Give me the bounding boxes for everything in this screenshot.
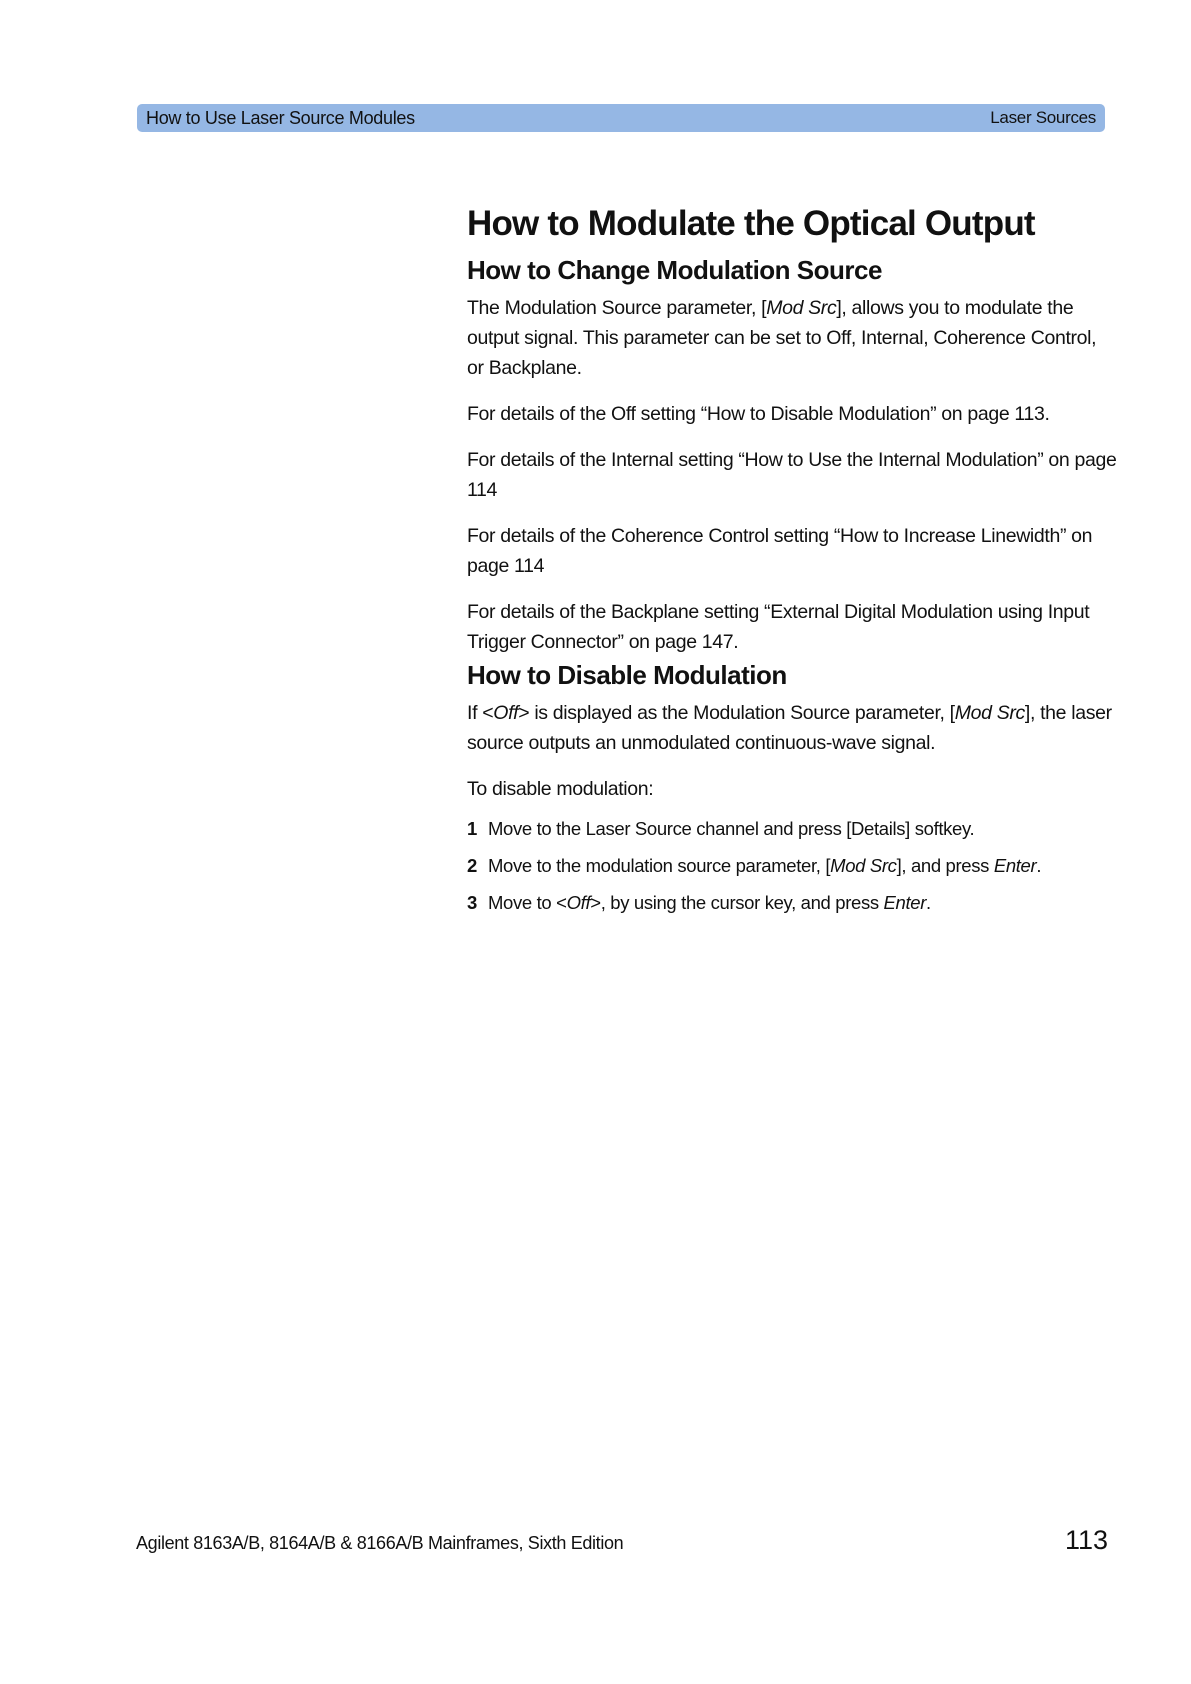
paragraph-mod-src-intro (467, 293, 1117, 383)
text-run: Move to < (488, 892, 567, 913)
main-content (467, 196, 1117, 928)
text-run: If < (467, 702, 494, 724)
list-item (467, 817, 1117, 841)
paragraph-off-displayed (467, 698, 1117, 758)
param-name: Mod Src (954, 702, 1025, 724)
param-name: Mod Src (830, 855, 897, 876)
steps-list (467, 817, 1117, 915)
paragraph-internal-setting: For details of the Internal setting “How to Use the Internal Modulation” on page 114 (467, 449, 1117, 501)
text-run: . (926, 892, 931, 913)
header-chapter: How to Use Laser Source Modules (146, 107, 415, 128)
text-run: Move to the modulation source parameter, [ (488, 855, 831, 876)
key-name: Enter (993, 855, 1037, 876)
text-run: . (1036, 855, 1042, 876)
step-text (488, 891, 931, 915)
step-text (488, 817, 974, 841)
text-run: ], and press (896, 855, 994, 876)
paragraph-coherence-setting: For details of the Coherence Control setting “How to Increase Linewidth” on page 114 (467, 525, 1093, 577)
key-name: Enter (883, 892, 927, 913)
header-section: Laser Sources (990, 108, 1096, 127)
text-run: ], allows you to modulate the output signal. This parameter can be set to Off, Internal, Coherence Control, or Backplane. (467, 297, 1097, 379)
param-name: Mod Src (766, 297, 837, 319)
step-text (488, 854, 1041, 878)
step-number: 3 (467, 892, 477, 913)
page-number: 113 (1064, 1525, 1108, 1555)
text-run: Move to the Laser Source channel and press [Details] softkey. (488, 818, 975, 839)
paragraph-off-setting: For details of the Off setting “How to Disable Modulation” on page 113. (467, 403, 1050, 425)
list-item (467, 891, 1117, 915)
text-run: > is displayed as the Modulation Source parameter, [ (518, 702, 955, 724)
paragraph-to-disable: To disable modulation: (467, 778, 654, 800)
text-run: >, by using the cursor key, and press (590, 892, 884, 913)
text-run: ], the laser source outputs an unmodulated continuous-wave signal. (467, 702, 1112, 754)
step-number: 1 (467, 818, 477, 839)
running-header (137, 104, 1105, 132)
param-value: Off (566, 892, 591, 913)
paragraph-backplane-setting: For details of the Backplane setting “External Digital Modulation using Input Trigger Connector” on page 147. (467, 601, 1090, 653)
section-heading-change-modulation: How to Change Modulation Source (467, 255, 882, 285)
step-number: 2 (467, 855, 477, 876)
footer-edition: Agilent 8163A/B, 8164A/B & 8166A/B Mainframes, Sixth Edition (136, 1533, 624, 1553)
list-item (467, 854, 1117, 878)
page-title: How to Modulate the Optical Output (467, 204, 1035, 243)
section-heading-disable-modulation: How to Disable Modulation (467, 660, 787, 690)
param-value: Off (493, 702, 519, 724)
text-run: The Modulation Source parameter, [ (467, 297, 767, 319)
